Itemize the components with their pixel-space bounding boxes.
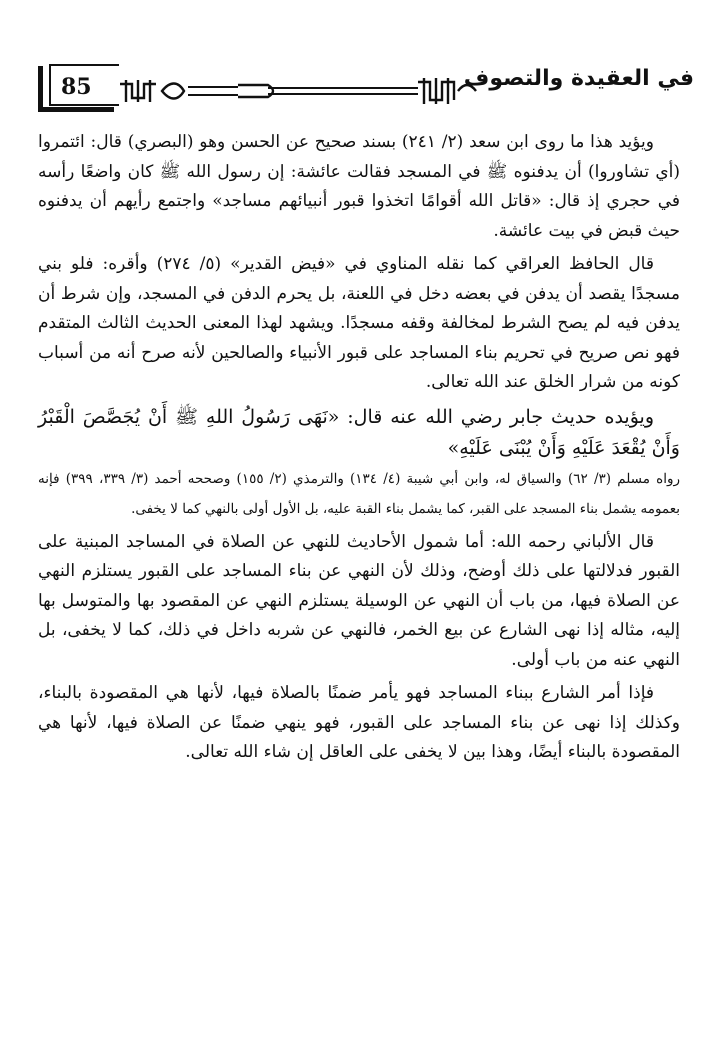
paragraph-ibn-saad: ويؤيد هذا ما روى ابن سعد (٢/ ٢٤١) بسند صحيح عن الحسن وهو (البصري) قال: ائتمروا (أي تشاوروا) أن يدفنوه ﷺ في المسجد فقالت عائشة: إن رسول الله ﷺ كان واضعًا رأسه في حجري إذ قال: «قاتل الله أقوامًا اتخذوا قبور أنبيائهم مساجد» واجتمع رأيهم أن يدفنوه حيث قبض في بيت عائشة. — [38, 132, 680, 241]
paragraph-jabir-hadith: ويؤيده حديث جابر رضي الله عنه قال: «نَهَى رَسُولُ اللهِ ﷺ أَنْ يُجَصَّصَ الْقَبْرُ وَأَنْ يُقْعَدَ عَلَيْهِ وَأَنْ يُبْنَى عَلَيْهِ» — [38, 405, 680, 459]
paragraph-iraqi: قال الحافظ العراقي كما نقله المناوي في «فيض القدير» (٥/ ٢٧٤) وأقره: فلو بني مسجدًا يقصد أن يدفن في بعضه دخل في اللعنة، بل يحرم الدفن في المسجد، وإن شرط أن يدفن فيه لم يصح الشرط لمخالفة وقفه مسجدًا. ويشهد لهذا المعنى الحديث الثالث المتقدم فهو نص صريح في تحريم بناء المساجد على قبور الأنبياء والصالحين لأنه صرح أنه من أسباب كونه من شرار الخلق عند الله تعالى. — [38, 254, 680, 392]
page-number: 85 — [61, 74, 92, 100]
header-ornament-icon — [118, 76, 478, 106]
paragraph-conclusion: فإذا أمر الشارع ببناء المساجد فهو يأمر ضمنًا بالصلاة فيها، لأنها هي المقصودة بالبناء، وكذلك إذا نهى عن بناء المساجد على القبور، فهو ينهي ضمنًا عن الصلاة فيها، لأنها هي المقصودة بالبناء أيضًا، وهذا بين لا يخفى على العاقل إن شاء الله تعالى. — [38, 683, 680, 762]
page-body — [38, 128, 680, 768]
paragraph-hadith-sources: رواه مسلم (٣/ ٦٢) والسياق له، وابن أبي شيبة (٤/ ١٣٤) والترمذي (٢/ ١٥٥) وصححه أحمد (٣/ ٣٣٩، ٣٩٩) فإنه بعمومه يشمل بناء المسجد على القبر، كما يشمل بناء القبة عليه، بل الأول أولى بالنهي كما لا يخفى. — [38, 470, 681, 517]
page-number-frame — [38, 66, 114, 112]
page-header — [34, 62, 694, 124]
running-title: في العقيدة والتصوف — [463, 66, 694, 91]
paragraph-albani: قال الألباني رحمه الله: أما شمول الأحاديث للنهي عن الصلاة في المساجد المبنية على القبور فدلالتها على ذلك أوضح، وذلك لأن النهي عن بناء المساجد على القبور يستلزم النهي عن الصلاة فيها، من باب أن النهي عن الوسيلة يستلزم النهي عن المقصود بها والمتوسل بها إليه، مثاله إذا نهى الشارع عن بيع الخمر، فالنهي عن شربه داخل في ذلك، كما لا يخفى، بل النهي عنه من باب أولى. — [38, 531, 680, 670]
